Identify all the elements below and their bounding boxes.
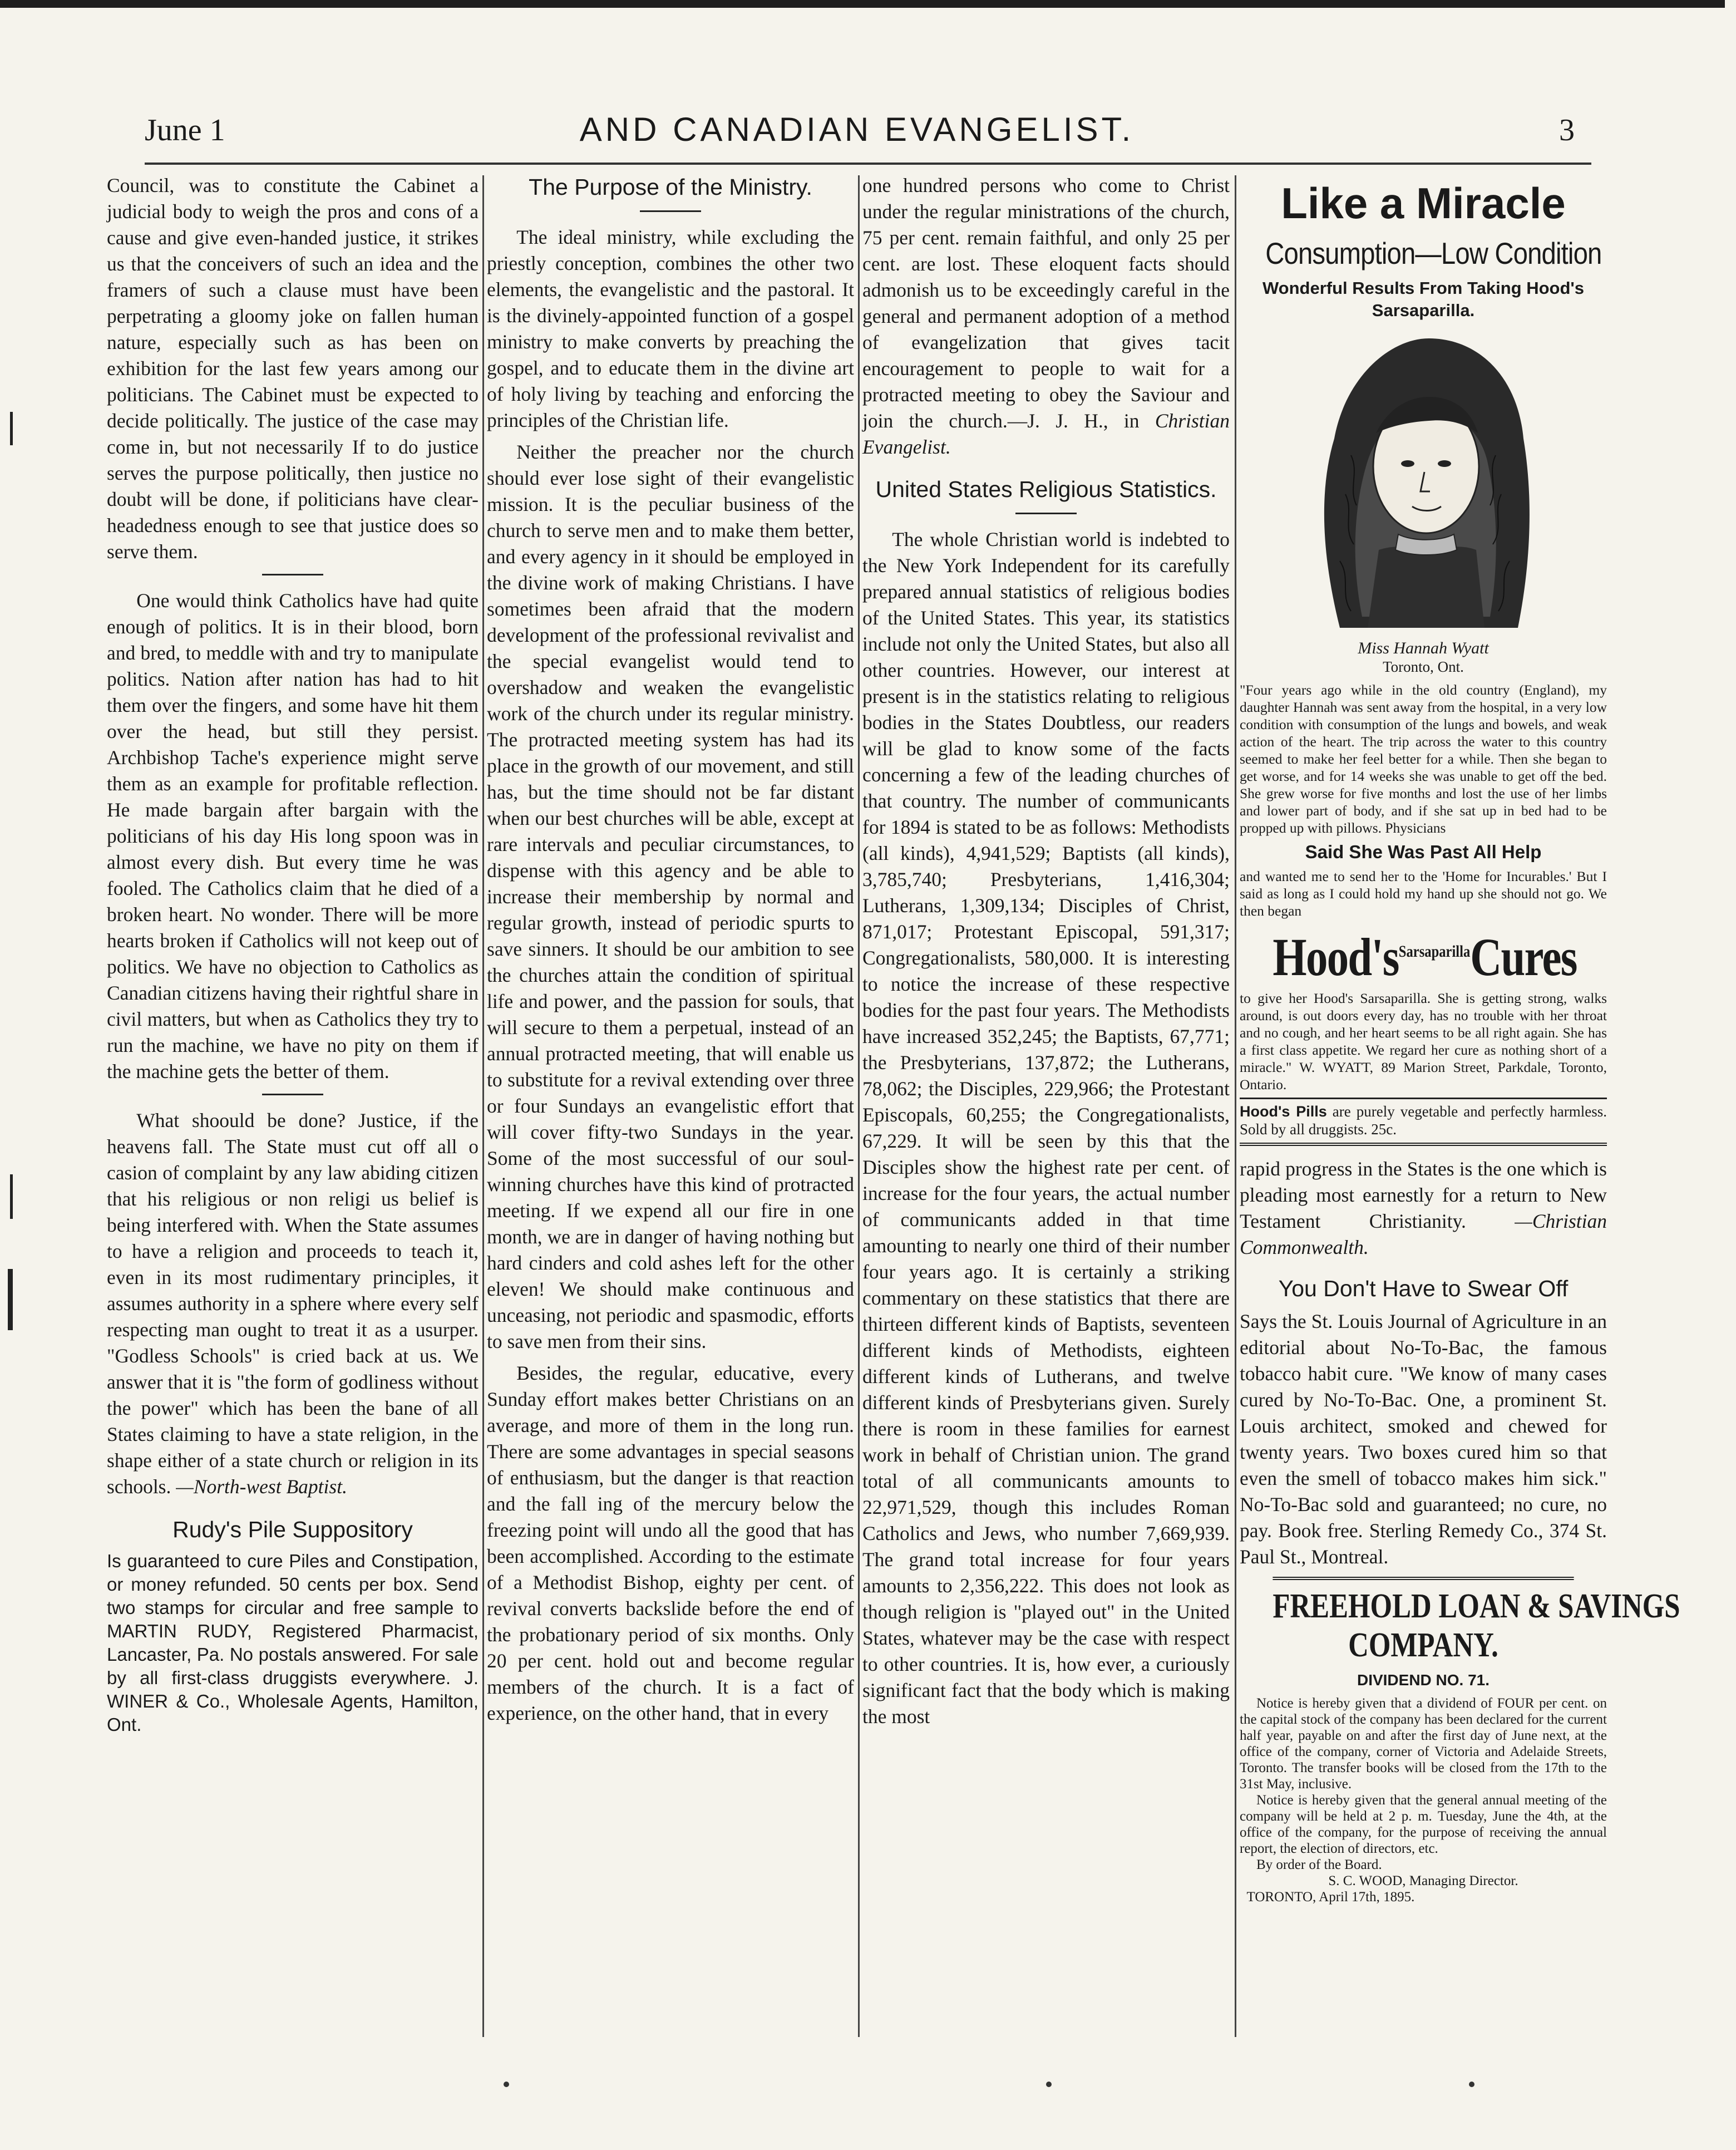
source-attribution: Christian Evangelist. [862,410,1230,458]
testimonial-text: and wanted me to send her to the 'Home for Incurables.' But I said as long as I could hold my hand up she should not go. We then began [1240,868,1607,919]
notice-text: Notice is hereby given that the general annual meeting of the company will be held at 2 p. m. Tuesday, June the 4th, at the office of the company, for the purpose of receiving the annual report, the election of directors, etc. [1240,1793,1607,1856]
brand-word: Hood's [1273,927,1399,987]
article-paragraph: The ideal ministry, while excluding the priestly conception, combines the other two elements, the evangelistic and the pastoral. It is the divinely-appointed function of a gospel ministry to make converts by preaching the gospel, and to educate them in the divine art of holy living by teaching and enforcing the principles of the Christian life. [487,226,854,431]
section-separator [262,1094,323,1095]
ad-title: Like a Miracle [1281,179,1566,228]
section-separator [1015,513,1077,514]
margin-mark [8,1269,13,1330]
paragraph-text: rapid progress in the States is the one which is pleading most earnestly for a return to New Testament Christianity. [1240,1158,1607,1232]
notice-text: Notice is hereby given that a dividend of FOUR per cent. on the capital stock of the company has been declared for the current half year, payable on and after the first day of June next, at the office of the company, corner of Victoria and Adelaide Streets, Toronto. The transfer books will be closed from the 17th to the 31st May, inclusive. [1240,1696,1607,1792]
column-3 [862,173,1230,1735]
article-heading: The Purpose of the Ministry. [529,174,812,200]
section-separator [640,210,701,212]
hoods-cures-logo [1273,923,1577,987]
ad-tagline: Wonderful Results From Taking Hood's Sarsaparilla. [1262,278,1585,320]
dateline: TORONTO, April 17th, 1895. [1246,1890,1415,1905]
ad-heading: Rudy's Pile Suppository [172,1517,413,1542]
article-paragraph [862,173,1230,460]
article-paragraph: Council, was to constitute the Cabinet a judicial body to weigh the pros and cons of a cause and give even-handed justice, it strikes us that the conceivers of such an idea and the framers of such a clause must have been perpetrating a gloomy joke on fallen human nature, especially such as has been on exhibition for the last few years among our politicians. The Cabinet must be expected to decide politically. The justice of the case may come in, but not necessarily If to do justice serves the purpose politically, then justice no doubt will be done, if politicians have clear-headedness enough to see that justice does so serve them. [107,174,479,563]
column-divider [482,175,484,2037]
article-paragraph: Besides, the regular, educative, every Sunday effort makes better Christians on an average, and more of them in the long run. There are some advantages in special seasons of enthusiasm, but the danger is that reaction and the fall ing of the mercury below the freezing point will undo all the good that has been accomplished. According to the estimate of a Methodist Bishop, eighty per cent. of revival converts backslide before the end of the probationary period of six months. Only 20 per cent. hold out and become regular members of the church. It is a fact of experience, on the other hand, that in every [487,1362,854,1724]
article-paragraph [107,1108,479,1500]
page-header [128,106,1586,156]
column-divider [858,175,860,2037]
ad-heading: You Don't Have to Swear Off [1278,1276,1569,1301]
article-paragraph: Neither the preacher nor the church should ever lose sight of their evangelistic mission. It is the peculiar business of the church to serve men and to make them better, and every agency in it should be employed in the divine work of making Christians. I have sometimes been afraid that the modern development of the professional revivalist and the special evangelist would tend to overshadow and weaken the evangelistic work of the church under its regular ministry. The protracted meeting system has had its place in the growth of our movement, and still has, but the time should not be far distant when our best churches will be able, except at rare intervals and peculiar circumstances, to dispense with this agency and be able to increase their membership by normal and regular growth, instead of periodic spurts to save sinners. It should be our ambition to see the churches attain the condition of spiritual life and power, and the passion for souls, that will secure to them a perpetual, instead of an annual protracted meeting, that will enable us to substitute for a revival extending over three or four Sundays an evangelistic effort that will cover fifty-two Sundays in the year. Some of the most successful of our soul-winning churches have this kind of protracted meeting. If we expend all our fire in one month, we are in danger of having nothing but hard cinders and cold ashes left for the other eleven! We should make continuous and unceasing, not periodic and spasmodic, efforts to save men from their sins. [487,441,854,1352]
ad-text: Says the St. Louis Journal of Agriculture in an editorial about No-To-Bac, the famous tobacco habit cure. "We know of many cases cured by No-To-Bac. One, a prominent St. Louis architect, smoked and chewed for twenty years. Two boxes cured him so that even the smell of tobacco makes him sick." No-To-Bac sold and guaranteed; no cure, no pay. Book free. Sterling Remedy Co., 374 St. Paul St., Montreal. [1240,1310,1607,1568]
top-border-rule [0,0,1725,8]
pills-name: Hood's Pills [1240,1103,1327,1120]
header-rule [145,163,1591,165]
column-2 [487,173,854,1732]
by-order: By order of the Board. [1256,1857,1382,1872]
issue-date: June 1 [145,113,225,147]
column-1 [107,173,479,1742]
hoods-pills-notice [1240,1098,1607,1146]
brand-small-word: Sarsaparilla [1398,942,1471,961]
masthead-title: AND CANADIAN EVANGELIST. [579,111,1135,148]
margin-mark [10,412,13,445]
ad-subtitle: Consumption—Low Condition [1265,236,1602,270]
hoods-advertisement [1240,178,1607,1146]
article-heading: United States Religious Statistics. [875,476,1217,502]
column-4 [1240,173,1680,1905]
margin-mark [10,1174,13,1219]
testimonial-text: "Four years ago while in the old country (England), my daughter Hannah was sent away from the hospital, in a very low condition with consumption of the lungs and bowels, and weak action of the heart. The trip across the water to this country seemed to make her feel better for a while. Then she began to get worse, and for 14 weeks she was unable to get off the bed. She grew worse for five months and lost the use of her limbs and lower part of body, and if she sat up in bed had to be propped up with pillows. Physicians [1240,682,1607,836]
paragraph-text: one hundred persons who come to Christ under the regular ministrations of the church, 75 per cent. remain faithful, and only 25 per cent. are lost. These eloquent facts should admonish us to be exceedingly careful in the general and permanent adoption of a method of evangelization that gives tacit encouragement to people to wait for a protracted meeting to obey the Saviour and join the church.—J. J. H., in [862,174,1230,432]
pills-text: are purely vegetable and perfectly harmless. Sold by all druggists. 25c. [1240,1103,1607,1138]
brand-word: Cures [1470,927,1577,987]
portrait-image [1301,327,1546,639]
print-dot [1469,2082,1474,2087]
company-name: FREEHOLD LOAN & SAVINGS [1273,1577,1574,1626]
ad-text: Is guaranteed to cure Piles and Constipation, or money refunded. 50 cents per box. Send two stamps for circular and free sample to MARTIN RUDY, Registered Pharmacist, Lancaster, Pa. No postals answered. For sale by all first-class druggists everywhere. J. WINER & Co., Wholesale Agents, Hamilton, Ont. [107,1551,479,1735]
article-paragraph: One would think Catholics have had quite enough of politics. It is in their blood, born and bred, to meddle with and try to manipulate politics. Nation after nation has had to hit them over the fingers, and some have hit them over the head, but still they persist. Archbishop Tache's experience might serve them as an example for profitable reflection. He made bargain after bargain with the politicians of his day His long spoon was in almost every dish. But every time he was fooled. The Catholics claim that he died of a broken heart. No wonder. There will be more hearts broken if Catholics will not keep out of politics. We have no objection to Catholics as Canadian citizens having their rightful share in civil matters, but when as Catholics they try to run the machine, we have no pity on them if the machine gets the better of them. [107,589,479,1083]
article-paragraph [1240,1156,1607,1261]
company-name-line2: COMPANY. [1348,1626,1498,1664]
section-separator [262,574,323,575]
source-attribution: —Christian Commonwealth. [1240,1210,1607,1258]
print-dot [1046,2082,1052,2087]
signatory: S. C. WOOD, Managing Director. [1328,1873,1518,1888]
testimonial-heading: Said She Was Past All Help [1305,842,1542,862]
article-paragraph: The whole Christian world is indebted to the New York Independent for its carefully prepared annual statistics of religious bodies of the United States. This year, its statistics include not only the United States, but also all other countries. However, our interest at present is in the statistics relating to religious bodies in the States Doubtless, our readers will be glad to know some of the facts concerning a few of the leading churches of that country. The number of communicants for 1894 is stated to be as follows: Methodists (all kinds), 4,941,529; Baptists (all kinds), 3,785,740; Presbyterians, 1,416,304; Lutherans, 1,309,134; Disciples of Christ, 871,017; Protestant Episcopal, 591,317; Congregationalists, 580,000. It is interesting to notice the increase of these respective bodies for the past four years. The Methodists have increased 352,245; the Baptists, 67,771; the Presbyterians, 137,872; the Lutherans, 78,062; the Disciples, 229,966; the Protestant Episcopals, 60,255; the Congregationalists, 67,229. It will be seen by this that the Disciples show the highest rate per cent. of increase for the four years, the actual number of communicants added in that time amounting to nearly one third of their number four years ago. It is certainly a striking commentary on these statistics that there are thirteen different kinds of Baptists, seventeen different kinds of Methodists, eighteen different kinds of Lutherans, and twelve different kinds of Presbyterians given. Surely there is room in these families for earnest work in behalf of Christian union. The grand total of all communicants amounts to 22,971,529, though this includes Roman Catholics and Jews, who number 7,669,939. The grand total increase for four years amounts to 2,356,222. This does not look as though religion is "played out" in the United States, whatever may be the case with respect to other countries. It is, how ever, a curiously significant fact that the body which is making the most [862,528,1230,1728]
dividend-heading: DIVIDEND NO. 71. [1357,1671,1490,1689]
portrait-caption: Miss Hannah Wyatt [1358,639,1489,657]
print-dot [504,2082,509,2087]
testimonial-text: to give her Hood's Sarsaparilla. She is getting strong, walks around, is out doors every day, has no trouble with her throat and no cough, and her heart seems to be all right again. She has a first class appetite. We regard her cure as nothing short of a miracle." W. WYATT, 89 Marion Street, Parkdale, Toronto, Ontario. [1240,990,1607,1093]
freehold-advertisement [1240,1577,1680,1905]
paragraph-text: What shoould be done? Justice, if the heavens fall. The State must cut off all o casion of complaint by any law abiding citizen that his religious or non religi us belief is being interfered with. When the State assumes to have a religion and proceeds to teach it, even in its most rudimentary principles, it assumes authority in a sphere where every self respecting man ought to treat it as a usurper. "Godless Schools" is cried back at us. We answer that it is "the form of godliness without the power" which has been the bane of all States claiming to have a state religion, in the shape either of a state church or religion in its schools. [107,1109,479,1498]
source-attribution: —North-west Baptist. [176,1475,347,1498]
column-divider [1235,175,1236,2037]
page-number: 3 [1559,113,1575,147]
portrait-location: Toronto, Ont. [1383,658,1464,675]
